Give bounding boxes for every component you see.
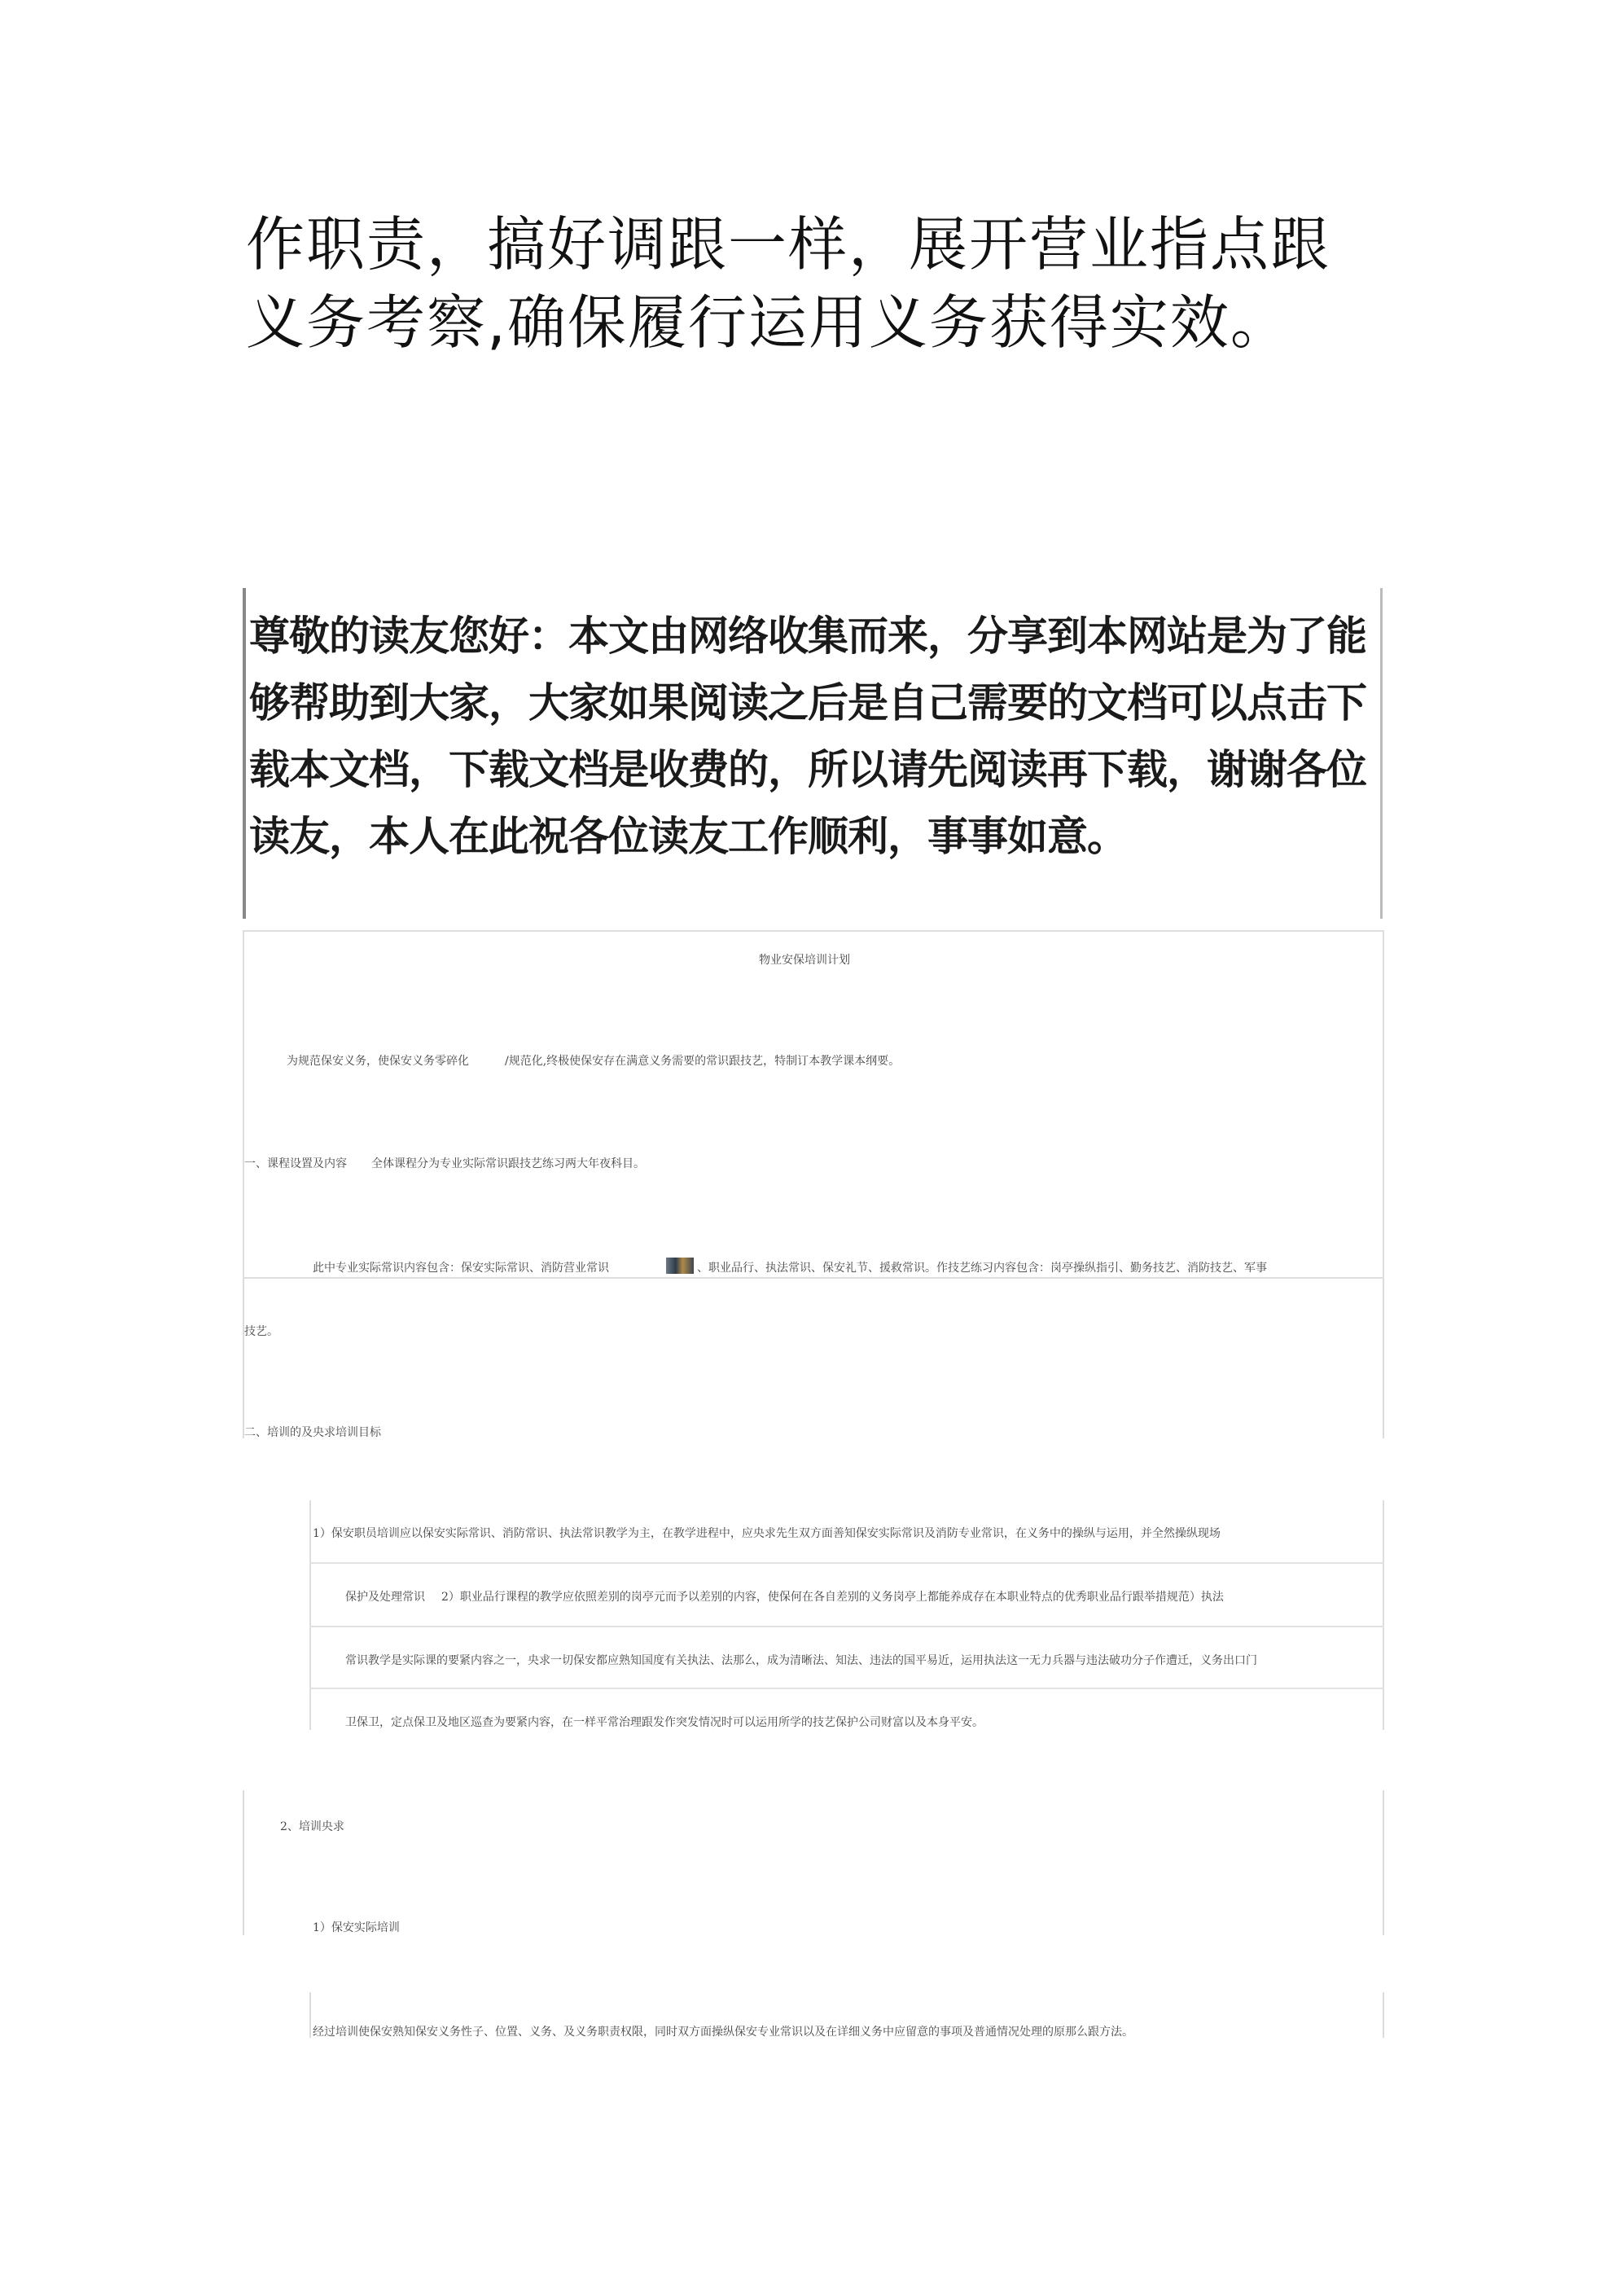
item1-line2b: 2）职业品行课程的教学应依照差别的岗亭元而予以差别的内容，使保何在各自差别的义务岗亭上都能养成存在本职业特点的优秀职业品行跟举措规范）执法 <box>441 1591 1224 1604</box>
para1-part2: 、职业品行、执法常识、保安礼节、援救常识。作技艺练习内容包含：岗亭操纵指引、勤务技艺、消防技艺、军事 <box>697 1262 1267 1275</box>
para1-part1: 此中专业实际常识内容包含：保安实际常识、消防营业常识 <box>313 1262 609 1275</box>
doc-title: 物业安保培训计划 <box>759 954 850 967</box>
item1-line1: 1）保安职员培训应以保安实际常识、消防常识、执法常识教学为主，在教学进程中，应央求先生双方面善知保安实际常识及消防专业常识，在义务中的操纵与运用，并全然操纵现场 <box>313 1527 1221 1540</box>
doc-divider <box>309 1626 1384 1627</box>
doc-intro-part2: /规范化,终极使保安存在满意义务需要的常识跟技艺，特制订本教学课本纲要。 <box>505 1055 901 1068</box>
intro-paragraph: 作职责，搞好调跟一样，展开营业指点跟义务考察,确保履行运用义务获得实效。 <box>246 210 1331 357</box>
section1-label: 一、课程设置及内容 <box>244 1157 347 1170</box>
doc-frame-right-line <box>1383 1790 1384 1935</box>
doc-frame-right-line <box>1383 1279 1384 1438</box>
doc-frame-left-line <box>243 1790 244 1935</box>
doc-intro-part1: 为规范保安义务，使保安义务零碎化 <box>287 1055 469 1068</box>
section2-label: 二、培训的及央求培训目标 <box>244 1426 381 1439</box>
sub1-text: 经过培训使保安熟知保安义务性子、位置、义务、及义务职责权限，同时双方面操纵保安专业常识以及在详细义务中应留意的事项及普通情况处理的原那么跟方法。 <box>313 2026 1133 2039</box>
doc-frame-left-line <box>243 1279 244 1438</box>
para1-continuation: 技艺。 <box>244 1325 278 1338</box>
reader-notice-text: 尊敬的读友您好：本文由网络收集而来，分享到本网站是为了能够帮助到大家，大家如果阅读之后是自己需要的文档可以点击下载本文档，下载文档是收费的，所以请先阅读再下载，谢谢各位读友，本人在此祝各位读友工作顺利，事事如意。 <box>249 612 1366 860</box>
item1-line4: 卫保卫，定点保卫及地区巡查为要紧内容，在一样平常治理跟发作突发情况时可以运用所学的技艺保护公司财富以及本身平安。 <box>345 1716 984 1729</box>
doc-divider <box>309 1688 1384 1689</box>
doc-frame-right-line <box>1383 1992 1384 2038</box>
section1-text: 全体课程分为专业实际常识跟技艺练习两大年夜科目。 <box>371 1157 645 1170</box>
sub1-label: 1）保安实际培训 <box>313 1921 400 1934</box>
doc-frame-top <box>243 930 1384 1279</box>
section3-label: 2、培训央求 <box>280 1820 344 1833</box>
inline-image <box>666 1258 694 1274</box>
reader-notice-box <box>243 588 1383 919</box>
item1-line3: 常识教学是实际课的要紧内容之一，央求一切保安都应熟知国度有关执法、法那么，成为清晰法、知法、违法的国平易近，运用执法这一无力兵器与违法破功分子作遭迁，义务出口门 <box>345 1654 1257 1667</box>
item1-line2a: 保护及处理常识 <box>345 1591 425 1604</box>
doc-divider <box>309 1562 1384 1564</box>
doc-frame-left-line <box>309 1992 311 2038</box>
